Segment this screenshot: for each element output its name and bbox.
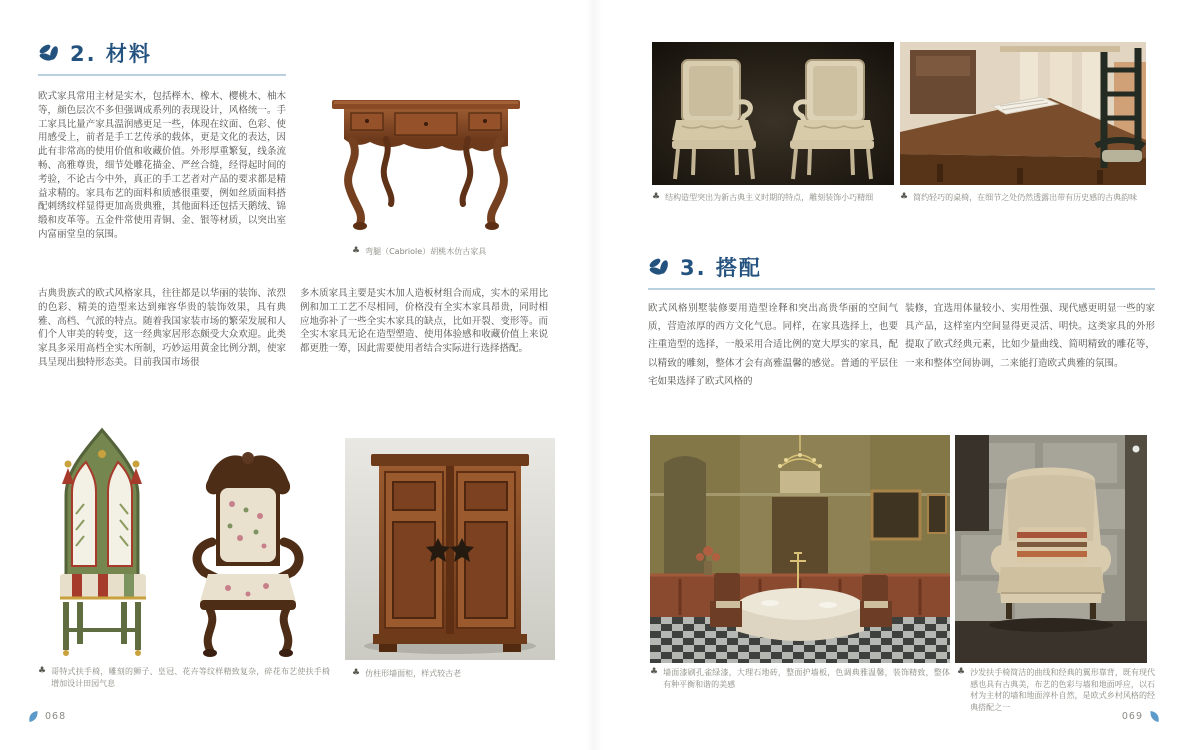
caption-marker-icon: ♣ — [652, 192, 661, 202]
desk-and-chair-image — [900, 42, 1146, 185]
cabriole-table-caption: ♣ 弯腿（Cabriole）胡桃木仿古家具 — [352, 246, 487, 256]
materials-paragraph-1: 欧式家具常用主材是实木，包括榉木、橡木、樱桃木、柚木等，颜色层次不多但强调成系列的表现设计，风格统一。手工家具比量产家具温润感更足一些，体现在纹面、色彩、使用感受上，前者是手工艺传承的载体，更是文化的表达，因此有非常高的使用价值和收藏价值。外形厚重繁复，线条流畅、高雅尊贵，细节处雕花描金、严丝合缝，经得起时间的考验，不论古今中外，真正的手工艺者对产品的要求都是精益求精的。家具布艺的面料和质感很重要，例如丝质面料搭配刺绣纹样显得更加高贵典雅，其他面料还包括天鹅绒、锦缎和皮革等。五金件常使用青铜、金、银等材质，以突出室内富丽堂皇的氛围。 — [38, 91, 286, 240]
section-materials-heading — [38, 38, 152, 68]
caption-marker-icon: ♣ — [957, 667, 966, 677]
wingback-caption: ♣ 沙发扶手椅简洁的曲线和经典的翼形靠背，既有现代感也具有古典美，布艺的色彩与墙和地面呼应，以石材为主材的墙和地面淳朴自然，是欧式乡村风格的经典搭配之一 — [957, 667, 1155, 712]
caption-marker-icon: ♣ — [352, 668, 361, 678]
wingback-armchair-image — [955, 435, 1147, 663]
cabinet-caption: ♣ 仿柱形墙面柜，样式较古老 — [352, 668, 462, 678]
left-page-number: 068 — [28, 710, 66, 723]
desk-caption: ♣ 简约轻巧的桌椅，在细节之处仍然透露出带有历史感的古典韵味 — [900, 192, 1138, 202]
leaf-ornament-icon — [38, 42, 62, 64]
gothic-chair-caption: ♣ 哥特式扶手椅，雕刻的狮子、皇冠、花卉等纹样精致复杂，碎花布艺使扶手椅增加设计田园气息 — [38, 666, 330, 688]
section-rule — [648, 288, 1155, 290]
neoclassical-armchairs-image — [652, 42, 894, 185]
armchairs-caption: ♣ 结构造型突出为新古典主义时期的特点，雕刻装饰小巧精细 — [652, 192, 874, 202]
matching-paragraph-col1: 欧式风格别墅装修要用造型诠释和突出高贵华丽的空间气质，营造浓厚的西方文化气息。同样，在家具选择上，也要注重造型的选择，一般采用合适比例的宽大厚实的家具，配以精致的雕刻，整体才会有高雅温馨的感觉。普通的平层住宅如果选择了欧式风格的 — [648, 303, 898, 387]
gothic-chair-image — [32, 424, 172, 662]
page-leaf-icon — [28, 710, 39, 723]
page-spine — [586, 0, 602, 750]
caption-marker-icon: ♣ — [900, 192, 909, 202]
section-title: 2. 材料 — [70, 42, 152, 66]
matching-paragraph-col2: 装修，宜选用体量较小、实用性强、现代感更明显一些的家具产品，这样室内空间显得更灵活、明快。这类家具的外形提取了欧式经典元素，比如少量曲线、简明精致的雕花等，一来和整体空间协调，二来能打造欧式典雅的氛围。 — [905, 303, 1155, 369]
section-matching-heading — [648, 252, 762, 282]
caption-marker-icon: ♣ — [650, 667, 659, 677]
section-title: 3. 搭配 — [680, 256, 762, 280]
section-rule — [38, 74, 286, 76]
leaf-ornament-icon — [648, 256, 672, 278]
carved-armchair-image — [168, 446, 328, 662]
classic-paragraph-col1: 古典贵族式的欧式风格家具，往往都是以华丽的装饰、浓烈的色彩、精美的造型来达到雍容华贵的装饰效果，具有典雅、高档、气派的特点。随着我国家装市场的繁荣发展和人们个人审美的转变，这一经典家居形态颇受大众欢迎。此类家具多采用高档全实木所制，巧妙运用黄金比例分割，使家具呈现出独特形态美。目前我国市场很 — [38, 288, 286, 368]
right-page-number: 069 — [1122, 710, 1160, 723]
caption-marker-icon: ♣ — [38, 666, 47, 676]
dining-room-caption: ♣ 墙面漆刷孔雀绿漆，大理石地砖，整面护墙板，色调典雅温馨，装饰精致，整体有种平衡和谐的美感 — [650, 667, 950, 689]
cabriole-table-image — [300, 72, 550, 237]
dining-room-image — [650, 435, 950, 663]
cabinet-image — [345, 438, 555, 660]
classic-paragraph-col2: 多木质家具主要是实木加人造板材组合而成，实木的采用比例和加工工艺不尽相同，价格没有全实木家具昂贵，同时相应地弥补了一些全实木家具的缺点，比如开裂、变形等。而全实木家具无论在造型塑造、使用体验感和收藏价值上来说都更胜一筹，因此需要使用者结合实际进行选择搭配。 — [300, 288, 548, 355]
page-leaf-icon — [1149, 710, 1160, 723]
caption-marker-icon: ♣ — [352, 246, 361, 256]
